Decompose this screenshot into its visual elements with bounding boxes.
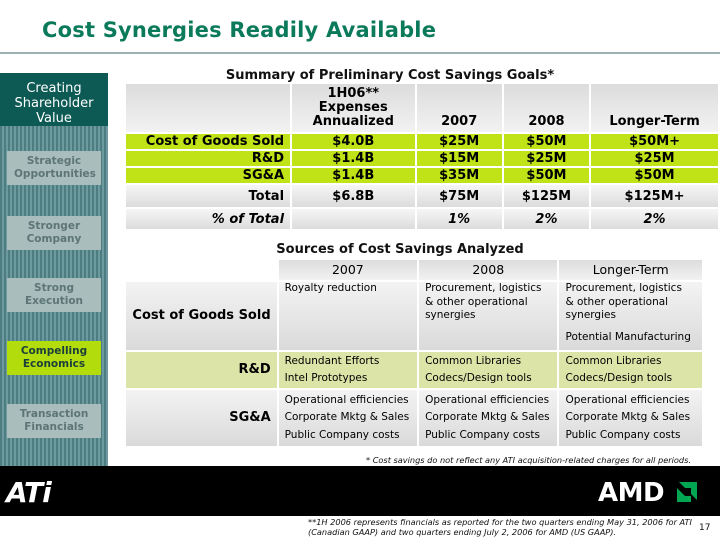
summary-cell: $15M — [417, 151, 502, 166]
summary-cell: $35M — [417, 168, 502, 183]
sidebar-header-line: Shareholder — [14, 96, 94, 111]
ati-logo — [6, 476, 51, 509]
sources-cell — [419, 390, 557, 446]
summary-header-blank — [126, 84, 290, 132]
sources-cell-line: Operational efficiencies — [284, 393, 409, 406]
summary-cell: $50M — [504, 168, 589, 183]
sidebar-header — [0, 73, 108, 126]
ati-logo-text: ATi — [6, 476, 51, 509]
sources-header-2008: 2008 — [419, 260, 557, 280]
sources-cell-line: Codecs/Design tools — [425, 371, 532, 384]
sources-cell-line: Common Libraries — [425, 355, 522, 367]
summary-cell: $1.4B — [292, 151, 414, 166]
summary-header-2008: 2008 — [504, 84, 589, 132]
summary-cell: $50M+ — [591, 134, 718, 149]
sources-cell-line: Codecs/Design tools — [565, 371, 673, 384]
summary-cell: $125M — [504, 185, 589, 207]
sources-cell — [559, 352, 702, 388]
sources-cell — [279, 390, 417, 446]
summary-header-line: Expenses — [318, 100, 388, 115]
sources-cell-line: Corporate Mktg & Sales — [425, 411, 550, 424]
summary-row-sga — [126, 168, 718, 183]
sources-cell-line: Procurement, logistics — [425, 282, 542, 294]
summary-row-rd — [126, 151, 718, 166]
sources-cell-line: Operational efficiencies — [565, 393, 690, 406]
sources-header-longer-term: Longer-Term — [559, 260, 702, 280]
page-number: 17 — [699, 523, 711, 533]
sources-cell-line: & other operational — [425, 295, 528, 308]
sources-cell-line: Public Company costs — [284, 428, 400, 441]
sources-cell — [279, 282, 417, 350]
sources-cell-line: Corporate Mktg & Sales — [565, 411, 691, 424]
summary-cell: % of Total — [126, 209, 290, 229]
summary-row-percent — [126, 209, 718, 229]
sources-label-cogs: Cost of Goods Sold — [126, 282, 277, 350]
summary-header-row — [126, 84, 718, 132]
sources-cell-line: & other operational — [565, 295, 669, 308]
sources-cell — [279, 352, 417, 388]
sources-cell-line: Common Libraries — [565, 355, 662, 367]
sidebar — [0, 73, 108, 466]
sources-header-2007: 2007 — [279, 260, 417, 280]
sidebar-item-label: Transaction Financials — [19, 408, 89, 433]
summary-cell: $1.4B — [292, 168, 414, 183]
sources-label-sga: SG&A — [126, 390, 277, 446]
sidebar-header-line: Creating — [26, 81, 82, 96]
sidebar-header-line: Value — [36, 111, 72, 126]
summary-header-longer-term: Longer-Term — [591, 84, 718, 132]
summary-row-cogs — [126, 134, 718, 149]
sources-cell-line: Corporate Mktg & Sales — [284, 411, 410, 424]
sources-cell-line: Intel Prototypes — [284, 371, 368, 384]
summary-table — [124, 82, 720, 231]
summary-cell: 2% — [591, 209, 718, 229]
summary-title: Summary of Preliminary Cost Savings Goals* — [225, 68, 555, 83]
summary-cell — [292, 209, 414, 229]
summary-header-1h06 — [292, 84, 414, 132]
summary-cell: $6.8B — [292, 185, 414, 207]
sources-cell — [419, 352, 557, 388]
sources-header-row — [126, 260, 702, 280]
sources-cell — [559, 282, 702, 350]
sidebar-item-label: Strategic Opportunities — [14, 155, 96, 180]
sources-cell-line: Public Company costs — [425, 428, 541, 441]
summary-cell: Cost of Goods Sold — [126, 134, 290, 149]
sources-cell-line: Redundant Efforts — [284, 355, 380, 367]
summary-cell: SG&A — [126, 168, 290, 183]
cost-savings-footnote: * Cost savings do not reflect any ATI acquisition-related charges for all periods. — [366, 455, 691, 465]
summary-cell: $125M+ — [591, 185, 718, 207]
sidebar-item-stronger-company[interactable] — [7, 216, 101, 250]
summary-row-total — [126, 185, 718, 207]
sources-cell-line: Procurement, logistics — [565, 282, 682, 294]
summary-cell: R&D — [126, 151, 290, 166]
sources-header-blank — [126, 260, 277, 280]
amd-logo: AMD — [598, 478, 665, 508]
sources-cell-line: synergies — [425, 309, 476, 321]
summary-cell: $25M — [504, 151, 589, 166]
sources-row-rd — [126, 352, 702, 388]
summary-cell: $50M — [504, 134, 589, 149]
sources-cell — [419, 282, 557, 350]
sources-row-sga — [126, 390, 702, 446]
summary-cell: $75M — [417, 185, 502, 207]
sidebar-item-label: Strong Execution — [24, 282, 84, 307]
sources-cell — [559, 390, 702, 446]
sources-table — [124, 258, 704, 448]
sources-label-rd: R&D — [126, 352, 277, 388]
1h-2006-footnote: **1H 2006 represents financials as reported for the two quarters ending May 31, 2006 for ATI (Canadian GAAP) and two quarters ending July 2, 2006 for AMD (US GAAP). — [308, 517, 692, 537]
sidebar-item-compelling-economics[interactable] — [7, 341, 101, 375]
sidebar-item-label: Stronger Company — [26, 220, 82, 245]
sidebar-item-label: Compelling Economics — [20, 345, 88, 370]
sources-cell-line: synergies — [565, 309, 616, 321]
sources-cell-line: Operational efficiencies — [425, 393, 550, 406]
summary-cell: 2% — [504, 209, 589, 229]
summary-cell: 1% — [417, 209, 502, 229]
sources-cell-line: Royalty reduction — [284, 282, 377, 294]
sources-row-cogs — [126, 282, 702, 350]
page-title: Cost Synergies Readily Available — [42, 18, 437, 42]
sources-cell-line: Public Company costs — [565, 428, 681, 441]
summary-cell: $4.0B — [292, 134, 414, 149]
sidebar-item-transaction-financials[interactable] — [7, 404, 101, 438]
summary-cell: $50M — [591, 168, 718, 183]
sidebar-item-strong-execution[interactable] — [7, 278, 101, 312]
summary-cell: Total — [126, 185, 290, 207]
summary-header-2007: 2007 — [417, 84, 502, 132]
sources-title: Sources of Cost Savings Analyzed — [276, 242, 524, 257]
amd-arrow-icon — [675, 480, 699, 504]
sidebar-item-strategic-opportunities[interactable] — [7, 151, 101, 185]
summary-header-line: 1H06** — [327, 86, 380, 101]
summary-cell: $25M — [591, 151, 718, 166]
summary-header-line: Annualized — [312, 114, 394, 129]
sources-cell-line: Potential Manufacturing — [565, 330, 691, 343]
summary-cell: $25M — [417, 134, 502, 149]
title-divider — [0, 52, 720, 54]
